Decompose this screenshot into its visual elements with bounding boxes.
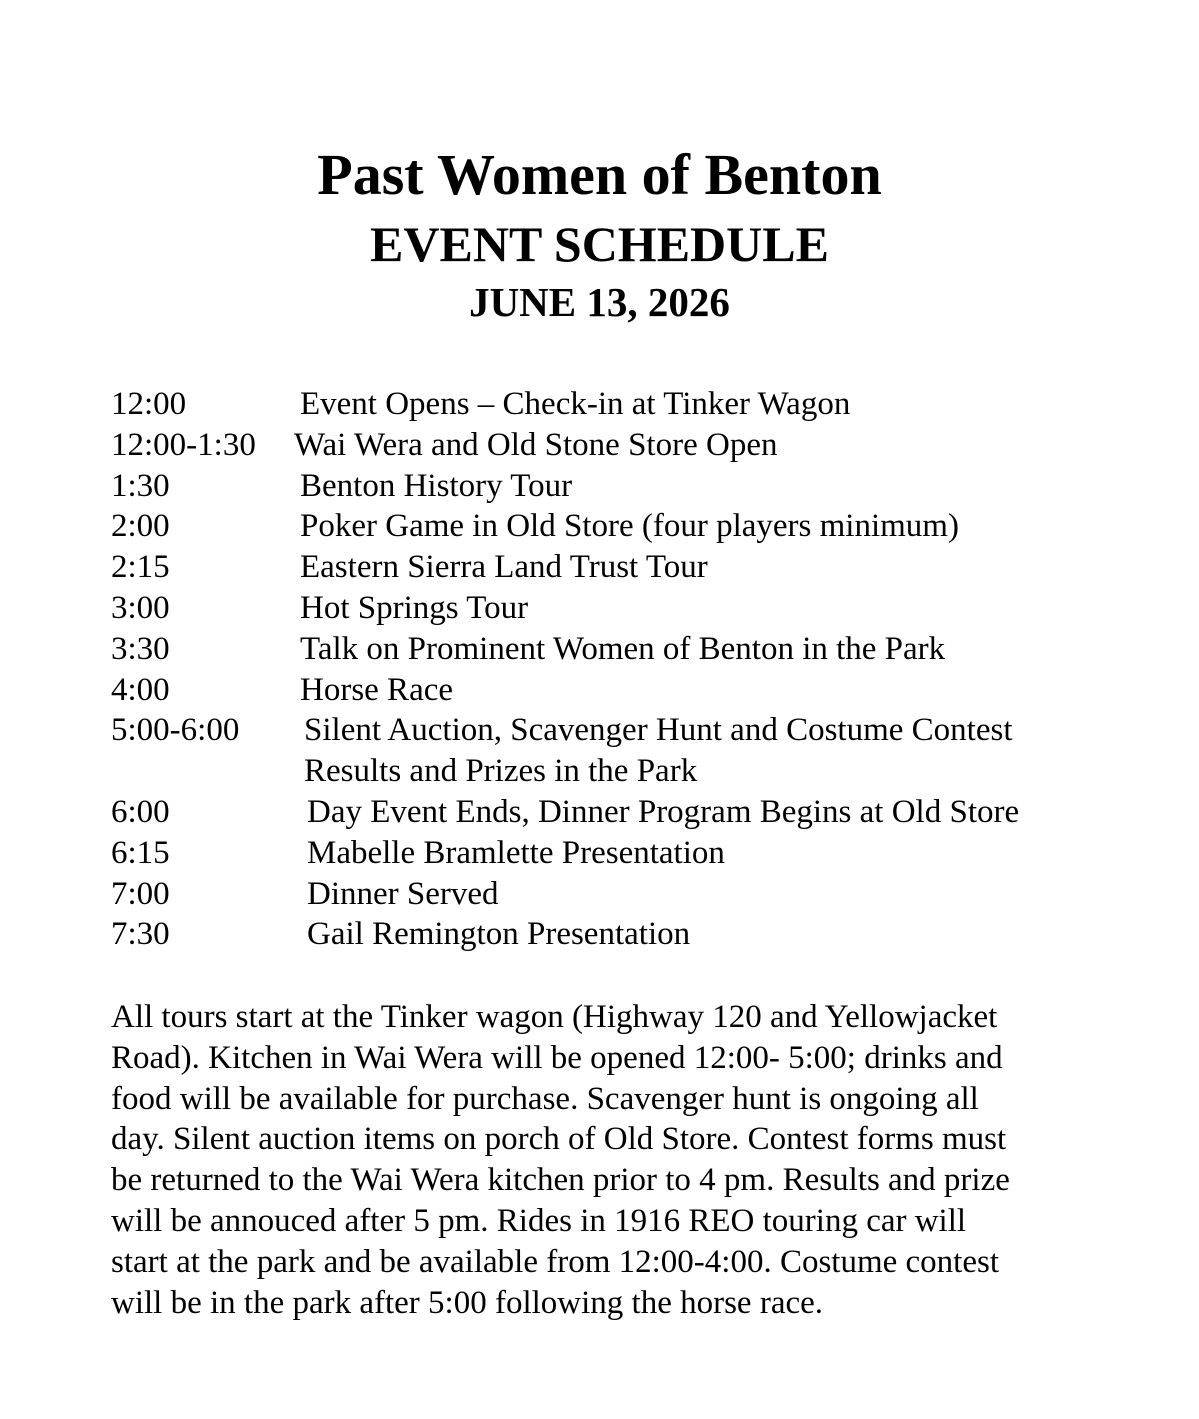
notes-line: be returned to the Wai Wera kitchen prior to 4 pm. Results and prize	[111, 1162, 1010, 1199]
schedule-row	[111, 588, 1151, 629]
schedule-time: 6:15	[111, 834, 170, 871]
notes-line: will be in the park after 5:00 following the horse race.	[111, 1284, 824, 1321]
page-subtitle: EVENT SCHEDULE	[370, 216, 829, 272]
schedule-time: 4:00	[111, 671, 170, 708]
schedule-event: Poker Game in Old Store (four players minimum)	[300, 508, 959, 545]
schedule-event: Talk on Prominent Women of Benton in the Park	[300, 630, 946, 667]
event-date: JUNE 13, 2026	[469, 279, 730, 325]
page-title: Past Women of Benton	[317, 142, 882, 207]
schedule-row	[111, 833, 1151, 874]
schedule-event: Eastern Sierra Land Trust Tour	[300, 549, 708, 586]
schedule-event: Gail Remington Presentation	[307, 916, 691, 953]
notes-line: Road). Kitchen in Wai Wera will be opened 12:00- 5:00; drinks and	[111, 1039, 1003, 1076]
schedule-row	[111, 710, 1151, 751]
schedule-event: Hot Springs Tour	[300, 589, 529, 626]
schedule-row	[111, 751, 1151, 792]
schedule-time: 7:30	[111, 916, 170, 953]
schedule-row	[111, 506, 1151, 547]
schedule-row	[111, 425, 1151, 466]
notes-line: day. Silent auction items on porch of Old Store. Contest forms must	[111, 1121, 1007, 1158]
schedule-row	[111, 670, 1151, 711]
schedule-time: 12:00-1:30	[111, 426, 256, 463]
schedule-time: 6:00	[111, 793, 170, 830]
notes-line: start at the park and be available from 12:00-4:00. Costume contest	[111, 1243, 1000, 1280]
schedule-list	[111, 384, 1151, 955]
schedule-time: 7:00	[111, 875, 170, 912]
schedule-time: 3:30	[111, 630, 170, 667]
schedule-event: Horse Race	[300, 671, 454, 708]
schedule-event: Day Event Ends, Dinner Program Begins at Old Store	[307, 793, 1020, 830]
schedule-time: 5:00-6:00	[111, 712, 240, 749]
schedule-row	[111, 874, 1151, 915]
schedule-row	[111, 466, 1151, 507]
notes-line: food will be available for purchase. Scavenger hunt is ongoing all	[111, 1080, 979, 1117]
schedule-event: Event Opens – Check-in at Tinker Wagon	[300, 386, 851, 422]
schedule-time: 2:15	[111, 549, 170, 586]
schedule-row	[111, 914, 1151, 955]
schedule-event: Mabelle Bramlette Presentation	[307, 834, 725, 871]
schedule-row	[111, 384, 1151, 425]
schedule-row	[111, 629, 1151, 670]
schedule-time: 12:00	[111, 386, 187, 422]
schedule-row	[111, 547, 1151, 588]
schedule-time: 1:30	[111, 467, 170, 504]
schedule-time: 2:00	[111, 508, 170, 545]
schedule-event: Wai Wera and Old Stone Store Open	[294, 426, 778, 463]
notes-line: All tours start at the Tinker wagon (Highway 120 and Yellowjacket	[111, 999, 998, 1035]
schedule-event: Dinner Served	[307, 875, 499, 912]
schedule-row	[111, 792, 1151, 833]
notes-paragraph	[111, 997, 1111, 1323]
schedule-time: 3:00	[111, 589, 170, 626]
notes-line: will be annouced after 5 pm. Rides in 1916 REO touring car will	[111, 1202, 967, 1239]
schedule-event: Silent Auction, Scavenger Hunt and Costume Contest	[304, 712, 1013, 749]
schedule-event: Results and Prizes in the Park	[304, 753, 698, 790]
schedule-event: Benton History Tour	[300, 467, 573, 504]
